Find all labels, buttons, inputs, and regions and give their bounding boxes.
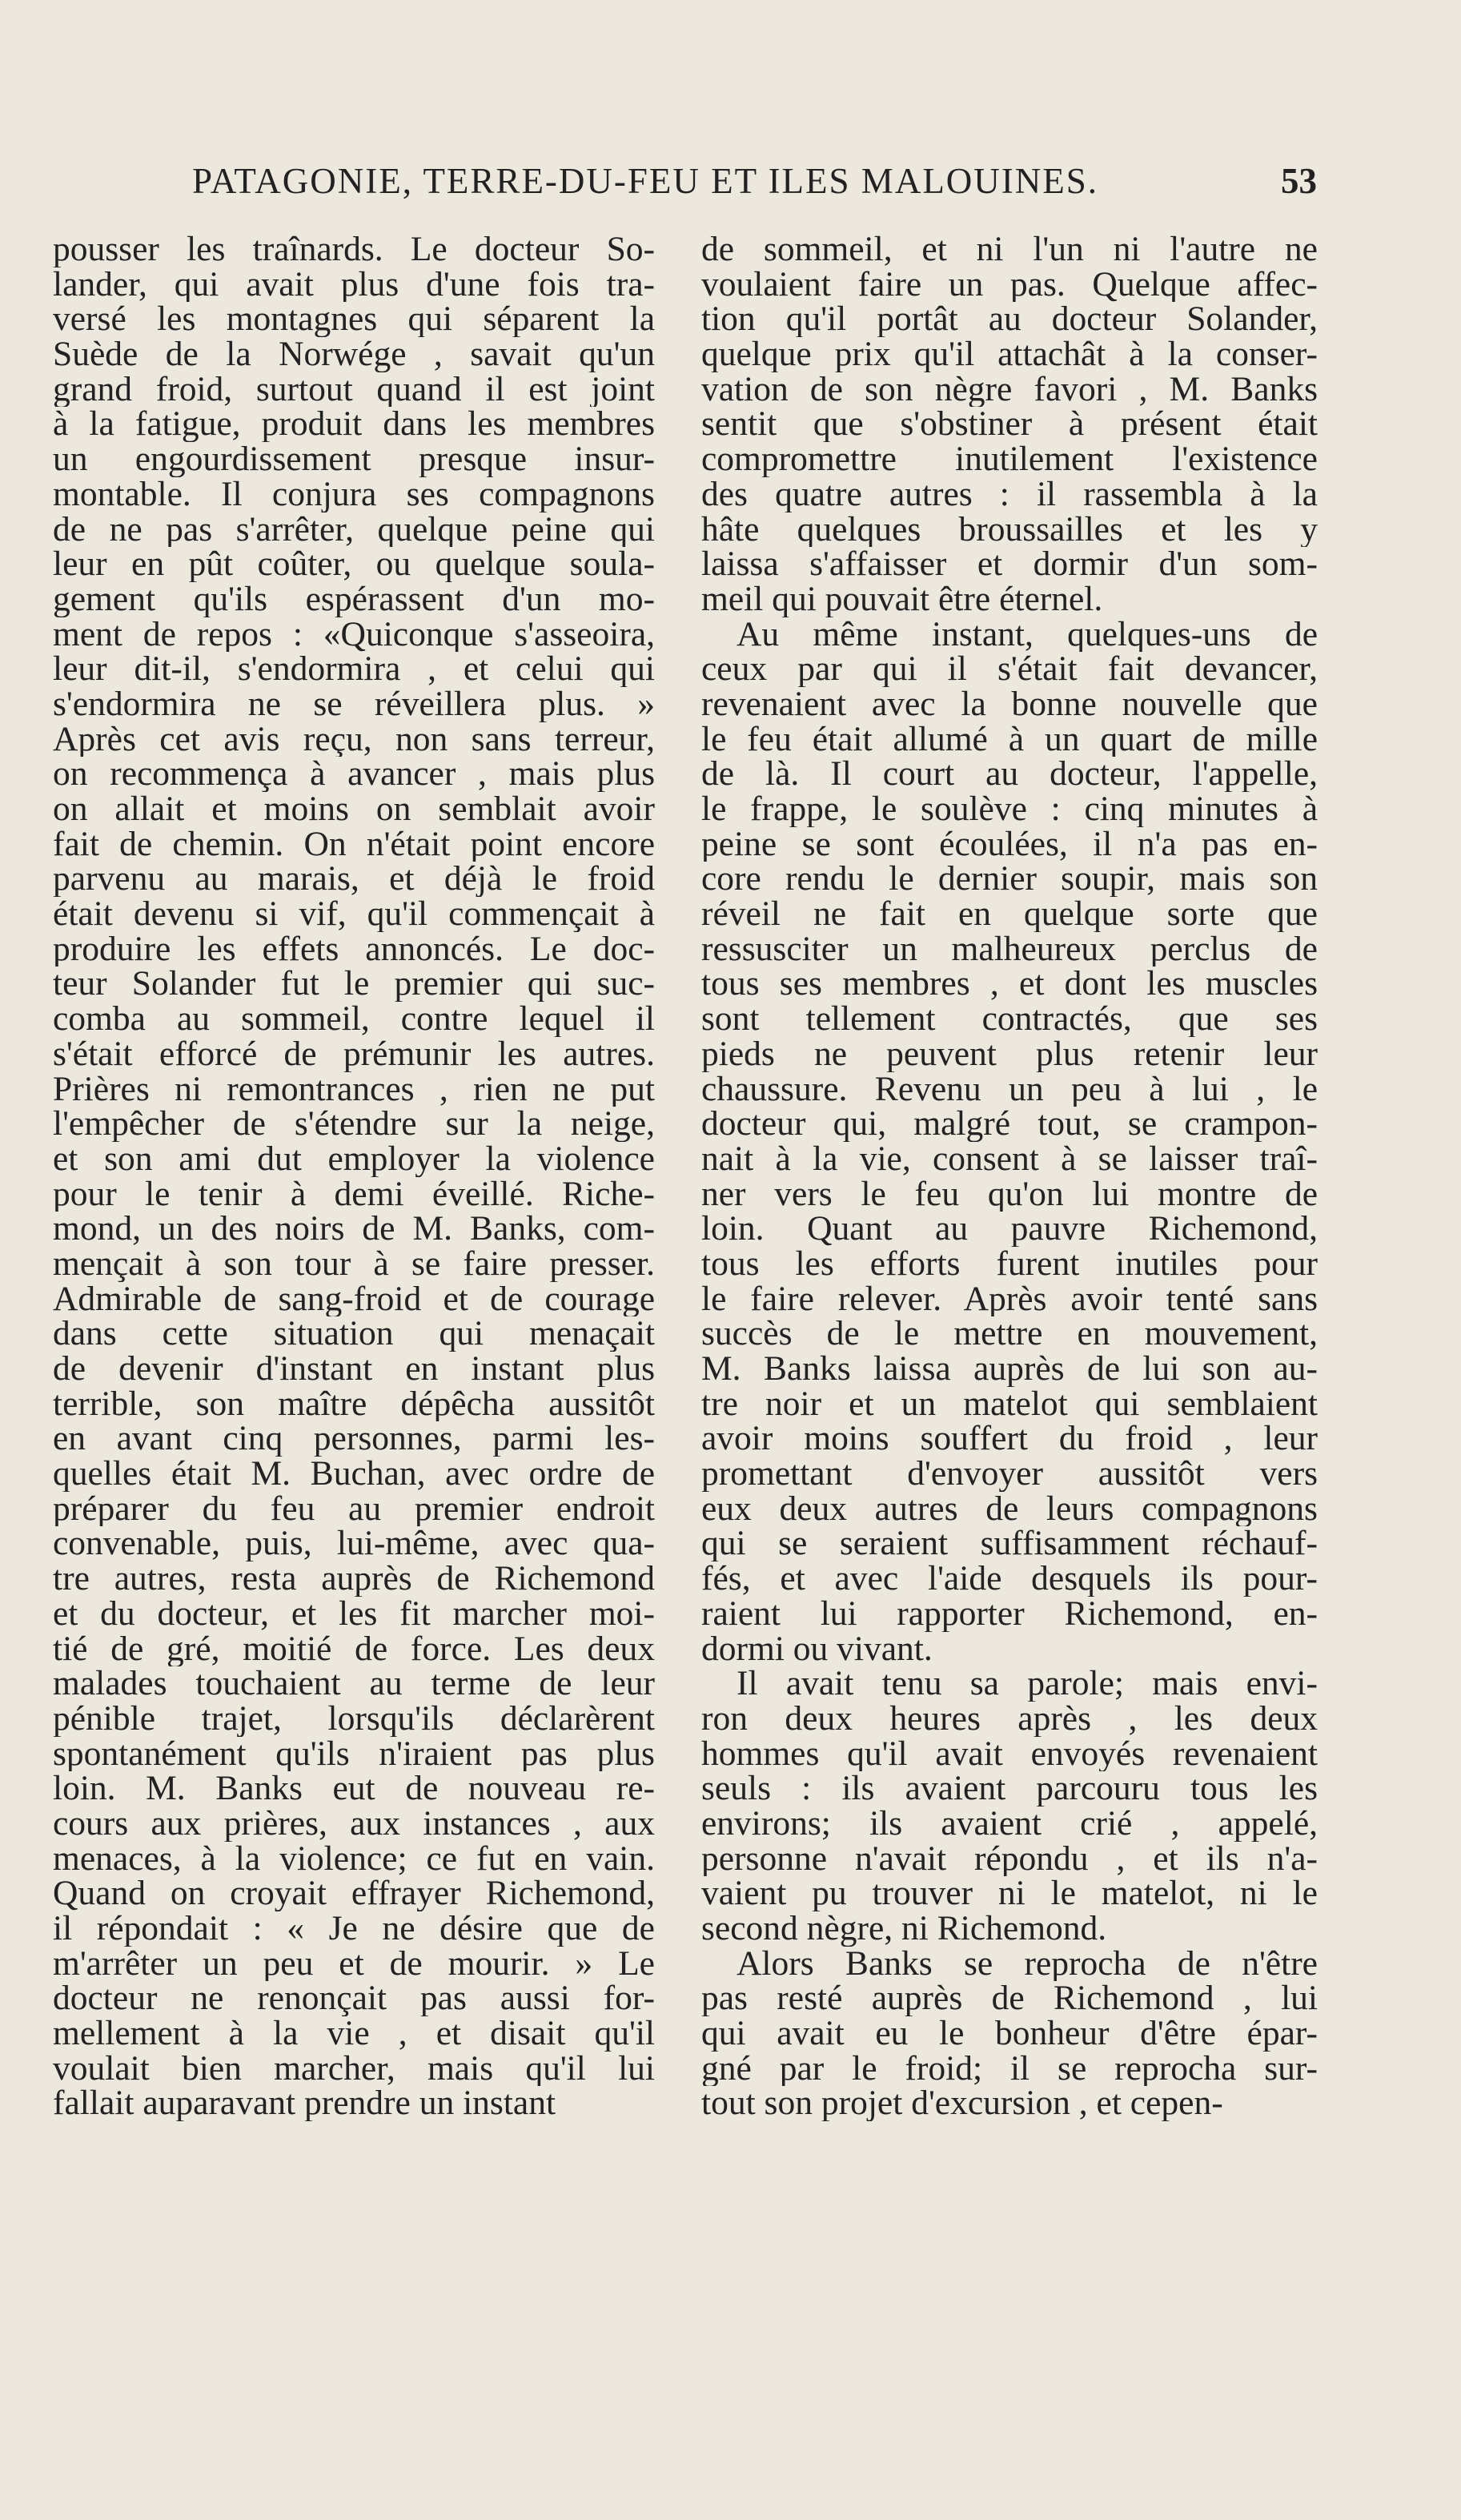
text-line: qui se seraient suffisamment réchauf-: [701, 1526, 1318, 1562]
text-line: on recommença à avancer , mais plus: [53, 757, 655, 792]
text-line: teur Solander fut le premier qui suc-: [53, 967, 655, 1003]
text-line: tion qu'il portât au docteur Solander,: [701, 302, 1318, 338]
text-line: laissa s'affaisser et dormir d'un som-: [701, 547, 1318, 582]
text-line: voulait bien marcher, mais qu'il lui: [53, 2051, 655, 2087]
text-line: spontanément qu'ils n'iraient pas plus: [53, 1736, 655, 1772]
text-line: Admirable de sang-froid et de courage: [53, 1281, 655, 1317]
text-line: raient lui rapporter Richemond, en-: [701, 1596, 1318, 1632]
text-line: compromettre inutilement l'existence: [701, 442, 1318, 477]
text-line: menaces, à la violence; ce fut en vain.: [53, 1841, 655, 1877]
text-line: fés, et avec l'aide desquels ils pour-: [701, 1561, 1318, 1597]
text-line: peine se sont écoulées, il n'a pas en-: [701, 826, 1318, 862]
text-line: grand froid, surtout quand il est joint: [53, 372, 655, 408]
text-line: mellement à la vie , et disait qu'il: [53, 2016, 655, 2052]
text-line: pas resté auprès de Richemond , lui: [701, 1981, 1318, 2017]
text-line: des quatre autres : il rassembla à la: [701, 476, 1318, 512]
text-line: loin. M. Banks eut de nouveau re-: [53, 1771, 655, 1807]
text-line: sont tellement contractés, que ses: [701, 1002, 1318, 1037]
text-line: on allait et moins on semblait avoir: [53, 792, 655, 827]
text-line: vaient pu trouver ni le matelot, ni le: [701, 1876, 1318, 1911]
text-line: produire les effets annoncés. Le doc-: [53, 931, 655, 967]
text-line: nait à la vie, consent à se laisser traî-: [701, 1141, 1318, 1177]
text-line: terrible, son maître dépêcha aussitôt: [53, 1386, 655, 1422]
text-line: tre noir et un matelot qui semblaient: [701, 1386, 1318, 1422]
text-line: gement qu'ils espérassent d'un mo-: [53, 581, 655, 617]
text-line: s'endormira ne se réveillera plus. »: [53, 686, 655, 722]
text-line: quelles était M. Buchan, avec ordre de: [53, 1457, 655, 1492]
text-line: lander, qui avait plus d'une fois tra-: [53, 267, 655, 303]
text-line: leur en pût coûter, ou quelque soula-: [53, 547, 655, 582]
left-text-column: [53, 232, 655, 2121]
text-line: environs; ils avaient crié , appelé,: [701, 1806, 1318, 1842]
text-line: versé les montagnes qui séparent la: [53, 302, 655, 338]
text-line: personne n'avait répondu , et ils n'a-: [701, 1841, 1318, 1877]
text-line: de ne pas s'arrêter, quelque peine qui: [53, 512, 655, 548]
text-line: hommes qu'il avait envoyés revenaient: [701, 1736, 1318, 1772]
text-line: pieds ne peuvent plus retenir leur: [701, 1036, 1318, 1072]
text-line: était devenu si vif, qu'il commençait à: [53, 897, 655, 932]
text-line: le faire relever. Après avoir tenté sans: [701, 1281, 1318, 1317]
running-head: [192, 160, 1317, 208]
text-line: tous ses membres , et dont les muscles: [701, 967, 1318, 1003]
text-line: avoir moins souffert du froid , leur: [701, 1421, 1318, 1457]
text-line: ner vers le feu qu'on lui montre de: [701, 1176, 1318, 1212]
text-line: quelque prix qu'il attachât à la conser-: [701, 337, 1318, 372]
text-line: tre autres, resta auprès de Richemond: [53, 1561, 655, 1597]
text-line: et du docteur, et les fit marcher moi-: [53, 1596, 655, 1632]
text-line: le frappe, le soulève : cinq minutes à: [701, 792, 1318, 827]
text-line: il répondait : « Je ne désire que de: [53, 1911, 655, 1947]
text-line: M. Banks laissa auprès de lui son au-: [701, 1352, 1318, 1387]
text-line: tié de gré, moitié de force. Les deux: [53, 1631, 655, 1667]
text-line: en avant cinq personnes, parmi les-: [53, 1421, 655, 1457]
text-line: gné par le froid; il se reprocha sur-: [701, 2051, 1318, 2087]
text-line: ment de repos : «Quiconque s'asseoira,: [53, 617, 655, 653]
text-line: revenaient avec la bonne nouvelle que: [701, 686, 1318, 722]
text-line: Au même instant, quelques-uns de: [737, 617, 1318, 653]
text-line: Il avait tenu sa parole; mais envi-: [737, 1666, 1318, 1702]
running-title: PATAGONIE, TERRE-DU-FEU ET ILES MALOUINES.: [192, 161, 1099, 201]
text-line: Prières ni remontrances , rien ne put: [53, 1071, 655, 1107]
text-line: préparer du feu au premier endroit: [53, 1491, 655, 1527]
text-line: fait de chemin. On n'était point encore: [53, 826, 655, 862]
page-number: 53: [1281, 161, 1317, 201]
text-line: tous les efforts furent inutiles pour: [701, 1246, 1318, 1282]
text-line: eux deux autres de leurs compagnons: [701, 1491, 1318, 1527]
text-line: promettant d'envoyer aussitôt vers: [701, 1457, 1318, 1492]
text-line: voulaient faire un pas. Quelque affec-: [701, 267, 1318, 303]
text-line: convenable, puis, lui-même, avec qua-: [53, 1526, 655, 1562]
text-line: meil qui pouvait être éternel.: [701, 581, 1103, 617]
text-line: core rendu le dernier soupir, mais son: [701, 862, 1318, 898]
text-line: un engourdissement presque insur-: [53, 442, 655, 477]
text-line: Suède de la Norwége , savait qu'un: [53, 337, 655, 372]
text-line: pousser les traînards. Le docteur So-: [53, 232, 655, 267]
text-line: cours aux prières, aux instances , aux: [53, 1806, 655, 1842]
text-line: tout son projet d'excursion , et cepen-: [701, 2086, 1223, 2122]
text-line: parvenu au marais, et déjà le froid: [53, 862, 655, 898]
text-line: chaussure. Revenu un peu à lui , le: [701, 1071, 1318, 1107]
text-line: ceux par qui il s'était fait devancer,: [701, 652, 1318, 687]
text-line: docteur qui, malgré tout, se crampon-: [701, 1107, 1318, 1142]
text-line: pénible trajet, lorsqu'ils déclarèrent: [53, 1701, 655, 1737]
text-line: ron deux heures après , les deux: [701, 1701, 1318, 1737]
text-line: hâte quelques broussailles et les y: [701, 512, 1318, 548]
text-line: leur dit-il, s'endormira , et celui qui: [53, 652, 655, 687]
right-text-column: [701, 232, 1318, 2121]
text-line: loin. Quant au pauvre Richemond,: [701, 1212, 1318, 1247]
text-line: m'arrêter un peu et de mourir. » Le: [53, 1946, 655, 1982]
text-line: et son ami dut employer la violence: [53, 1141, 655, 1177]
text-line: Alors Banks se reprocha de n'être: [737, 1946, 1318, 1982]
text-line: seuls : ils avaient parcouru tous les: [701, 1771, 1318, 1807]
text-line: sentit que s'obstiner à présent était: [701, 407, 1318, 443]
text-line: second nègre, ni Richemond.: [701, 1911, 1107, 1947]
text-line: réveil ne fait en quelque sorte que: [701, 897, 1318, 932]
text-line: comba au sommeil, contre lequel il: [53, 1002, 655, 1037]
text-line: l'empêcher de s'étendre sur la neige,: [53, 1107, 655, 1142]
text-line: dans cette situation qui menaçait: [53, 1316, 655, 1352]
text-line: Après cet avis reçu, non sans terreur,: [53, 721, 655, 758]
text-line: qui avait eu le bonheur d'être épar-: [701, 2016, 1318, 2052]
text-line: vation de son nègre favori , M. Banks: [701, 372, 1318, 408]
text-line: à la fatigue, produit dans les membres: [53, 407, 655, 443]
text-line: mond, un des noirs de M. Banks, com-: [53, 1212, 655, 1247]
text-line: de là. Il court au docteur, l'appelle,: [701, 757, 1318, 792]
text-line: pour le tenir à demi éveillé. Riche-: [53, 1176, 655, 1212]
text-line: de devenir d'instant en instant plus: [53, 1352, 655, 1387]
text-line: Quand on croyait effrayer Richemond,: [53, 1876, 655, 1911]
text-line: s'était efforcé de prémunir les autres.: [53, 1036, 655, 1072]
text-line: mençait à son tour à se faire presser.: [53, 1246, 655, 1282]
text-line: ressusciter un malheureux perclus de: [701, 931, 1318, 967]
text-line: malades touchaient au terme de leur: [53, 1666, 655, 1702]
text-line: de sommeil, et ni l'un ni l'autre ne: [701, 232, 1318, 267]
text-line: fallait auparavant prendre un instant: [53, 2086, 556, 2122]
text-line: dormi ou vivant.: [701, 1631, 933, 1667]
text-line: docteur ne renonçait pas aussi for-: [53, 1981, 655, 2017]
text-line: montable. Il conjura ses compagnons: [53, 476, 655, 512]
text-line: succès de le mettre en mouvement,: [701, 1316, 1318, 1352]
text-line: le feu était allumé à un quart de mille: [701, 721, 1318, 758]
